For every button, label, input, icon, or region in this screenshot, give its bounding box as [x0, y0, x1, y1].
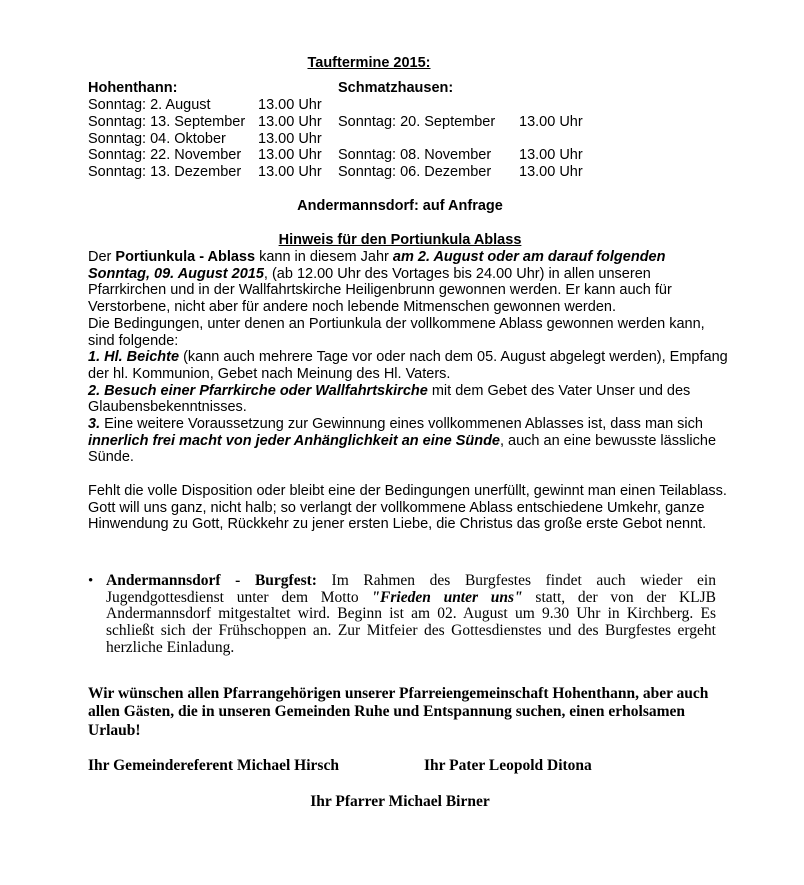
text-run: Der [88, 249, 116, 265]
schmatzhausen-time: 13.00 Uhr [519, 114, 583, 130]
text-run: , auch an eine bewusste lässliche Sünde. [88, 432, 717, 466]
ablass-name: Portiunkula - Ablass [115, 249, 256, 265]
burgfest-item [88, 573, 716, 657]
tauftermine-title: Tauftermine 2015: [307, 55, 431, 71]
schmatzhausen-heading: Schmatzhausen: [338, 80, 454, 96]
condition-3-emphasis: innerlich frei macht von jeder Anhänglichkeit an eine Sünde [88, 432, 500, 449]
schmatzhausen-time: 13.00 Uhr [519, 147, 583, 163]
condition-2-title: 2. Besuch einer Pfarrkirche oder Wallfahrtskirche [88, 382, 428, 399]
text-run: Eine weitere Voraussetzung zur Gewinnung eines vollkommenen Ablasses ist, dass man sich [100, 416, 703, 433]
schmatzhausen-date: Sonntag: 20. September [338, 114, 496, 130]
ablass-dates: am 2. August oder am darauf folgenden Sonntag, 09. August 2015 [88, 249, 666, 282]
hohenthann-time: 13.00 Uhr [258, 147, 322, 163]
burgfest-motto: "Frieden unter uns" [371, 588, 523, 606]
schmatzhausen-date: Sonntag: 08. November [338, 147, 492, 163]
signature-hirsch: Ihr Gemeindereferent Michael Hirsch [88, 757, 339, 774]
text-run: statt, der von der KLJB Andermannsdorf mitgestaltet wird. Beginn ist am 02. August um 9.30 Uhr in Kirchberg. Es schließt sich der Frühschoppen an. Zur Mitfeier des Gottesdienstes und des Burgfestes ergeht herzliche Einladung. [106, 588, 717, 656]
burgfest-title: Andermannsdorf - Burgfest: [106, 572, 317, 589]
hohenthann-date: Sonntag: 13. September [88, 114, 246, 130]
hinweis-title: Hinweis für den Portiunkula Ablass [278, 232, 522, 248]
bullet-icon: • [88, 573, 94, 589]
text-run: (kann auch mehrere Tage vor oder nach dem 05. August abgelegt werden), Empfang der hl. Kommunion, Gebet nach Meinung des Hl. Vaters. [88, 349, 728, 382]
text-run: mit dem Gebet des Vater Unser und des Glaubensbekenntnisses. [88, 382, 691, 416]
andermannsdorf-note: Andermannsdorf: auf Anfrage [297, 198, 503, 214]
condition-1 [88, 349, 728, 382]
signature-birner: Ihr Pfarrer Michael Birner [310, 793, 490, 810]
spacer [88, 466, 728, 483]
hohenthann-date: Sonntag: 04. Oktober [88, 131, 226, 147]
hohenthann-time: 13.00 Uhr [258, 131, 322, 147]
hohenthann-time: 13.00 Uhr [258, 114, 322, 130]
hohenthann-time: 13.00 Uhr [258, 97, 322, 113]
text-run: kann in diesem Jahr [255, 249, 393, 265]
hohenthann-heading: Hohenthann: [88, 80, 178, 96]
condition-1-title: 1. Hl. Beichte [88, 349, 180, 366]
schmatzhausen-time: 13.00 Uhr [519, 164, 583, 180]
conditions-intro: Die Bedingungen, unter denen an Portiunkula der vollkommene Ablass gewonnen werden kann, sind folgende: [88, 315, 705, 349]
ablass-text [88, 249, 728, 533]
text-run: Im Rahmen des Burgfestes findet auch wieder ein Jugendgottesdienst unter dem Motto [106, 572, 716, 606]
burgfest-text [106, 573, 716, 657]
hohenthann-date: Sonntag: 2. August [88, 97, 211, 113]
teilablass-paragraph: Fehlt die volle Disposition oder bleibt eine der Bedingungen unerfüllt, gewinnt man einen Teilablass. Gott will uns ganz, nicht halb; so verlangt der vollkommene Ablass entschiedene Umkehr, ganze Hinwendung zu Gott, Rückkehr zu jener ersten Liebe, die Christus das große erste Gebot nennt. [88, 482, 727, 533]
signature-ditona: Ihr Pater Leopold Ditona [424, 757, 592, 774]
condition-3 [88, 416, 728, 466]
hohenthann-date: Sonntag: 22. November [88, 147, 242, 163]
hohenthann-date: Sonntag: 13. Dezember [88, 164, 242, 180]
holiday-wishes: Wir wünschen allen Pfarrangehörigen unserer Pfarreiengemeinschaft Hohenthann, aber auch allen Gästen, die in unseren Gemeinden Ruhe und Entspannung suchen, einen erholsamen Urlaub! [88, 685, 709, 739]
schmatzhausen-date: Sonntag: 06. Dezember [338, 164, 492, 180]
hohenthann-time: 13.00 Uhr [258, 164, 322, 180]
condition-2 [88, 383, 728, 416]
condition-3-number: 3. [88, 416, 101, 433]
text-run: , (ab 12.00 Uhr des Vortages bis 24.00 Uhr) in allen unseren Pfarrkirchen und in der Wallfahrtskirche Heiligenbrunn gewonnen werden. Er kann auch für Verstorbene, nicht aber für andere noch lebende Mitmenschen gewonnen werden. [88, 265, 672, 316]
ablass-paragraph [88, 249, 728, 316]
